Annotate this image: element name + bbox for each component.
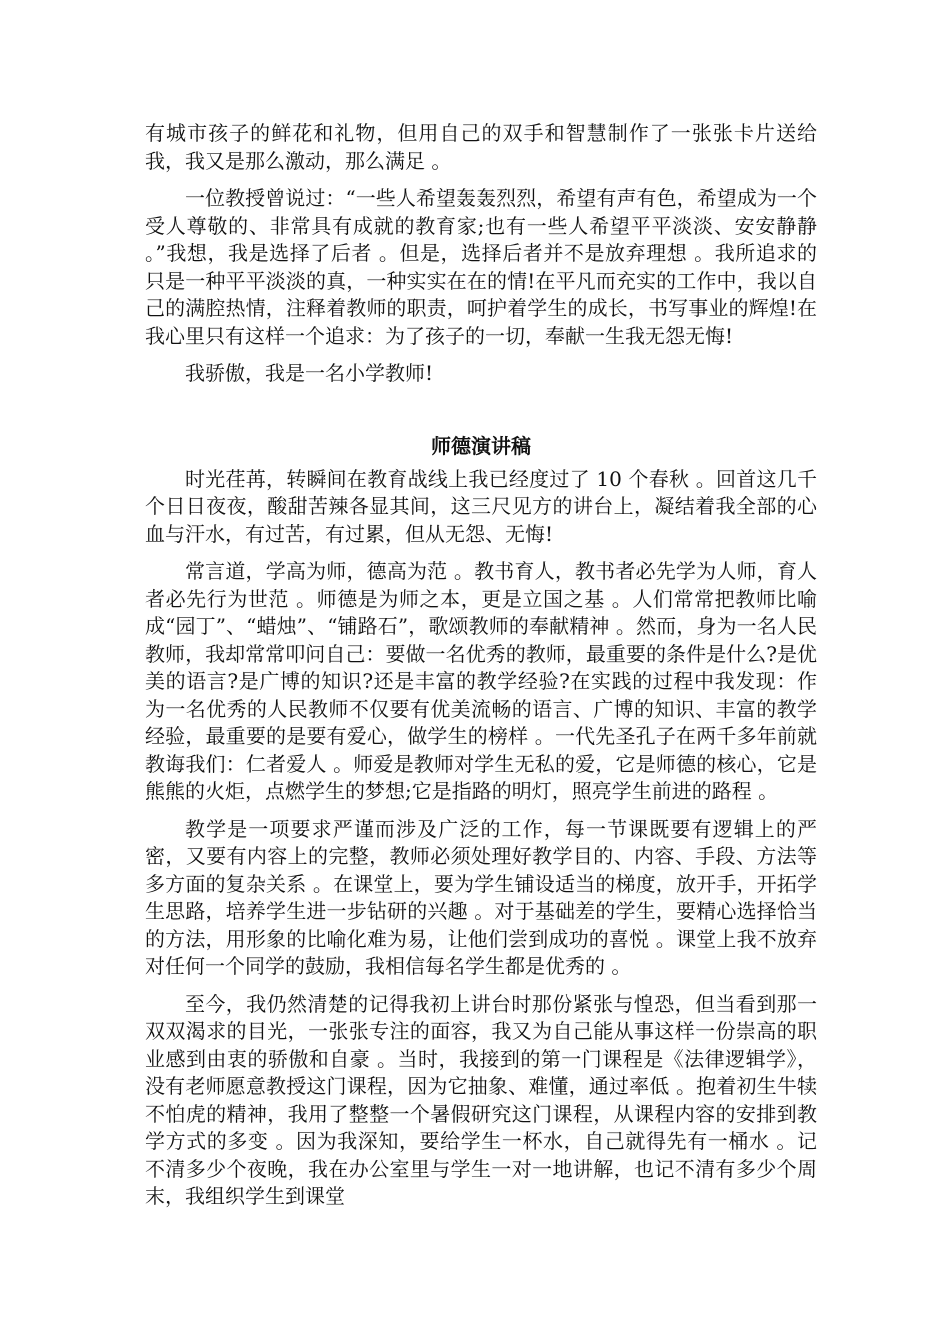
paragraph-first-lecture: 至今，我仍然清楚的记得我初上讲台时那份紧张与惶恐，但当看到那一双双渴求的目光，一张张专注的面容，我又为自己能从事这样一份崇高的职业感到由衷的骄傲和自豪 。当时，我接到的第一门课程是《法律逻辑学》，没有老师愿意教授这门课程，因为它抽象、难懂，通过率低 。抱着初生牛犊不怕虎的精神，我用了整整一个暑假研究这门课程，从课程内容的安排到教学方式的多变 。因为我深知，要给学生一杯水，自己就得先有一桶水 。记不清多少个夜晚，我在办公室里与学生一对一地讲解，也记不清有多少个周末，我组织学生到课堂: [145, 991, 817, 1208]
paragraph-proud-teacher: 我骄傲，我是一名小学教师!: [185, 361, 434, 385]
document-title: 师德演讲稿: [431, 433, 531, 458]
document-page: [145, 120, 817, 1221]
paragraph-intro: 时光荏苒，转瞬间在教育战线上我已经度过了 10 个春秋 。回首这几千个日日夜夜，酸甜苦辣各显其间，这三尺见方的讲台上，凝结着我全部的心血与汗水，有过苦，有过累，但从无怨、无悔!: [145, 466, 817, 546]
paragraph-teacher-ethics: 常言道，学高为师，德高为范 。教书育人，教书者必先学为人师，育人者必先行为世范 。师德是为师之本，更是立国之基 。人们常常把教师比喻成“园丁”、“蜡烛”、“铺路石”，歌颂教师的奉献精神 。然而，身为一名人民教师，我却常常叩问自己：要做一名优秀的教师，最重要的条件是什么?是优美的语言?是广博的知识?还是丰富的教学经验?在实践的过程中我发现：作为一名优秀的人民教师不仅要有优美流畅的语言、广博的知识、丰富的教学经验，最重要的是要有爱心，做学生的榜样 。一代先圣孔子在两千多年前就教诲我们：仁者爱人 。师爱是教师对学生无私的爱，它是师德的核心，它是熊熊的火炬，点燃学生的梦想;它是指路的明灯，照亮学生前进的路程 。: [145, 559, 817, 803]
paragraph-continued: 有城市孩子的鲜花和礼物，但用自己的双手和智慧制作了一张张卡片送给我，我又是那么激动，那么满足 。: [145, 121, 817, 173]
paragraph-teaching-work: 教学是一项要求严谨而涉及广泛的工作，每一节课既要有逻辑上的严密，又要有内容上的完整，教师必须处理好教学目的、内容、手段、方法等多方面的复杂关系 。在课堂上，要为学生铺设适当的梯度，放开手，开拓学生思路，培养学生进一步钻研的兴趣 。对于基础差的学生，要精心选择恰当的方法，用形象的比喻化难为易，让他们尝到成功的喜悦 。课堂上我不放弃对任何一个同学的鼓励，我相信每名学生都是优秀的 。: [145, 816, 817, 978]
paragraph-professor-quote: 一位教授曾说过：“一些人希望轰轰烈烈，希望有声有色，希望成为一个受人尊敬的、非常具有成就的教育家;也有一些人希望平平淡淡、安安静静 。”我想，我是选择了后者 。但是，选择后者并不是放弃理想 。我所追求的只是一种平平淡淡的真，一种实实在在的情!在平凡而充实的工作中，我以自己的满腔热情，注释着教师的职责，呵护着学生的成长，书写事业的辉煌!在我心里只有这样一个追求：为了孩子的一切，奉献一生我无怨无悔!: [145, 186, 817, 348]
